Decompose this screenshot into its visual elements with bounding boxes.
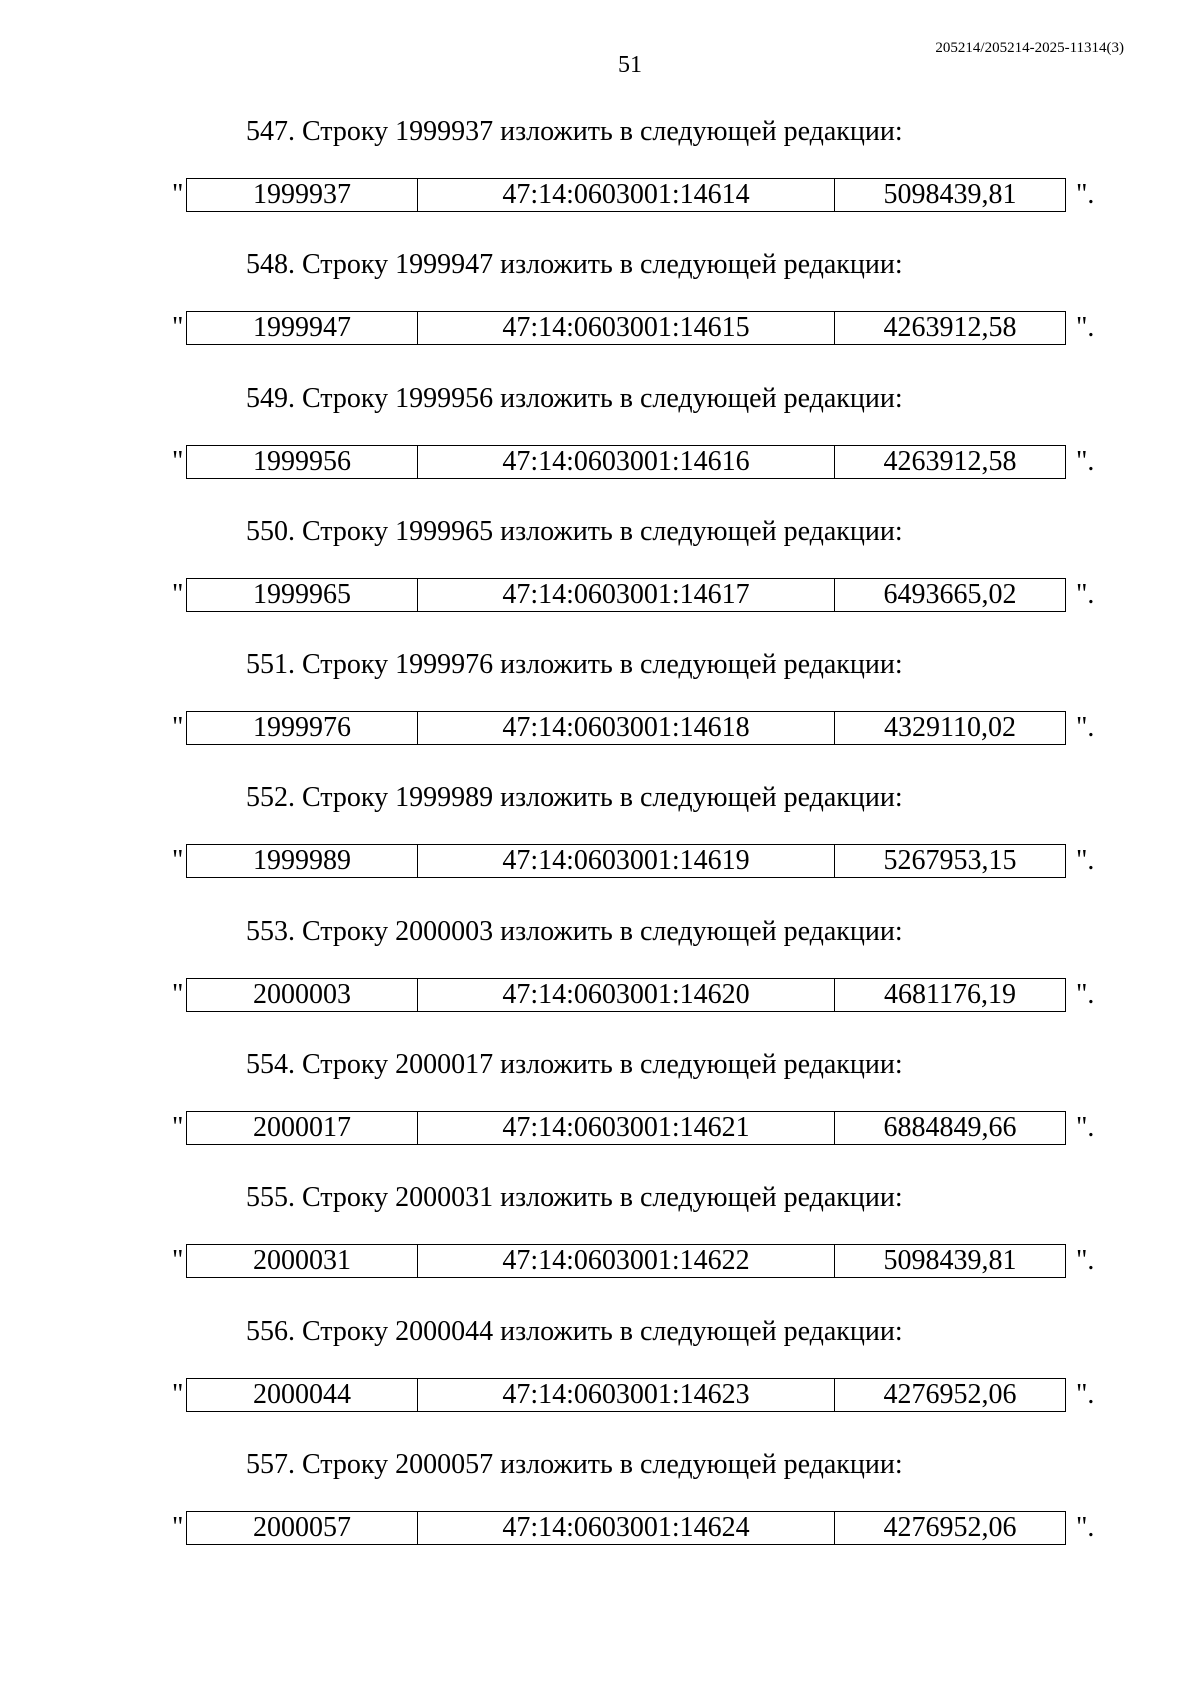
open-quote: " (172, 845, 184, 877)
close-quote: ". (1076, 1112, 1095, 1144)
value-cell: 4263912,58 (835, 445, 1066, 478)
close-quote: ". (1076, 712, 1095, 744)
amendment-table (186, 578, 1066, 612)
close-quote: ". (1076, 578, 1095, 610)
amendment-row (172, 1111, 1095, 1145)
amendment-table (186, 311, 1066, 345)
value-cell: 4329110,02 (835, 712, 1066, 745)
amendment-table (186, 978, 1066, 1012)
amendment-paragraph: 555. Строку 2000031 изложить в следующей редакции: (246, 1182, 903, 1214)
amendment-entry (0, 245, 1200, 378)
amendment-entry (0, 379, 1200, 512)
value-cell: 5098439,81 (835, 179, 1066, 212)
cadastral-number-cell: 47:14:0603001:14617 (418, 578, 835, 611)
value-cell: 5098439,81 (835, 1245, 1066, 1278)
open-quote: " (172, 578, 184, 610)
cadastral-number-cell: 47:14:0603001:14616 (418, 445, 835, 478)
amendment-table (186, 711, 1066, 745)
close-quote: ". (1076, 978, 1095, 1010)
value-cell: 4276952,06 (835, 1511, 1066, 1544)
amendment-entry (0, 1178, 1200, 1311)
value-cell: 6493665,02 (835, 578, 1066, 611)
amendment-paragraph: 552. Строку 1999989 изложить в следующей редакции: (246, 782, 903, 814)
row-number-cell: 2000003 (187, 978, 418, 1011)
open-quote: " (172, 1112, 184, 1144)
amendment-row (172, 711, 1095, 745)
amendment-list (0, 112, 1200, 1578)
amendment-table (186, 1244, 1066, 1278)
cadastral-number-cell: 47:14:0603001:14620 (418, 978, 835, 1011)
row-number-cell: 2000044 (187, 1378, 418, 1411)
row-number-cell: 1999956 (187, 445, 418, 478)
amendment-table (186, 178, 1066, 212)
value-cell: 5267953,15 (835, 845, 1066, 878)
open-quote: " (172, 1511, 184, 1543)
amendment-table (186, 844, 1066, 878)
row-number-cell: 2000057 (187, 1511, 418, 1544)
amendment-entry (0, 1045, 1200, 1178)
amendment-entry (0, 778, 1200, 911)
cadastral-number-cell: 47:14:0603001:14621 (418, 1112, 835, 1145)
value-cell: 4276952,06 (835, 1378, 1066, 1411)
row-number-cell: 1999937 (187, 179, 418, 212)
open-quote: " (172, 445, 184, 477)
close-quote: ". (1076, 445, 1095, 477)
amendment-paragraph: 556. Строку 2000044 изложить в следующей редакции: (246, 1315, 903, 1347)
amendment-row (172, 445, 1095, 479)
open-quote: " (172, 1378, 184, 1410)
close-quote: ". (1076, 312, 1095, 344)
row-number-cell: 1999965 (187, 578, 418, 611)
amendment-row (172, 1378, 1095, 1412)
value-cell: 4681176,19 (835, 978, 1066, 1011)
cadastral-number-cell: 47:14:0603001:14618 (418, 712, 835, 745)
amendment-row (172, 578, 1095, 612)
amendment-paragraph: 549. Строку 1999956 изложить в следующей редакции: (246, 382, 903, 414)
amendment-row (172, 978, 1095, 1012)
amendment-entry (0, 912, 1200, 1045)
amendment-row (172, 1511, 1095, 1545)
amendment-paragraph: 547. Строку 1999937 изложить в следующей редакции: (246, 116, 903, 147)
amendment-paragraph: 550. Строку 1999965 изложить в следующей редакции: (246, 515, 903, 547)
close-quote: ". (1076, 1245, 1095, 1277)
amendment-table (186, 1111, 1066, 1145)
value-cell: 6884849,66 (835, 1112, 1066, 1145)
close-quote: ". (1076, 1511, 1095, 1543)
open-quote: " (172, 1245, 184, 1277)
row-number-cell: 1999947 (187, 312, 418, 345)
open-quote: " (172, 712, 184, 744)
cadastral-number-cell: 47:14:0603001:14614 (418, 179, 835, 212)
row-number-cell: 1999976 (187, 712, 418, 745)
amendment-entry (0, 1312, 1200, 1445)
amendment-table (186, 1378, 1066, 1412)
cadastral-number-cell: 47:14:0603001:14615 (418, 312, 835, 345)
amendment-row (172, 311, 1095, 345)
close-quote: ". (1076, 1378, 1095, 1410)
amendment-row (172, 178, 1095, 212)
value-cell: 4263912,58 (835, 312, 1066, 345)
amendment-paragraph: 557. Строку 2000057 изложить в следующей редакции: (246, 1448, 903, 1480)
amendment-paragraph: 548. Строку 1999947 изложить в следующей редакции: (246, 249, 903, 281)
row-number-cell: 2000031 (187, 1245, 418, 1278)
cadastral-number-cell: 47:14:0603001:14623 (418, 1378, 835, 1411)
close-quote: ". (1076, 845, 1095, 877)
open-quote: " (172, 978, 184, 1010)
amendment-paragraph: 551. Строку 1999976 изложить в следующей редакции: (246, 649, 903, 681)
cadastral-number-cell: 47:14:0603001:14622 (418, 1245, 835, 1278)
amendment-table (186, 1511, 1066, 1545)
amendment-entry (0, 512, 1200, 645)
amendment-entry (0, 645, 1200, 778)
row-number-cell: 2000017 (187, 1112, 418, 1145)
amendment-paragraph: 553. Строку 2000003 изложить в следующей редакции: (246, 915, 903, 947)
amendment-table (186, 445, 1066, 479)
amendment-row (172, 844, 1095, 878)
amendment-entry (0, 1445, 1200, 1578)
close-quote: ". (1076, 179, 1095, 210)
open-quote: " (172, 179, 184, 210)
document-id: 205214/205214-2025-11314(3) (935, 40, 1124, 56)
row-number-cell: 1999989 (187, 845, 418, 878)
page-number: 51 (618, 52, 642, 78)
cadastral-number-cell: 47:14:0603001:14619 (418, 845, 835, 878)
open-quote: " (172, 312, 184, 344)
amendment-row (172, 1244, 1095, 1278)
amendment-paragraph: 554. Строку 2000017 изложить в следующей редакции: (246, 1049, 903, 1081)
cadastral-number-cell: 47:14:0603001:14624 (418, 1511, 835, 1544)
amendment-entry (0, 112, 1200, 245)
